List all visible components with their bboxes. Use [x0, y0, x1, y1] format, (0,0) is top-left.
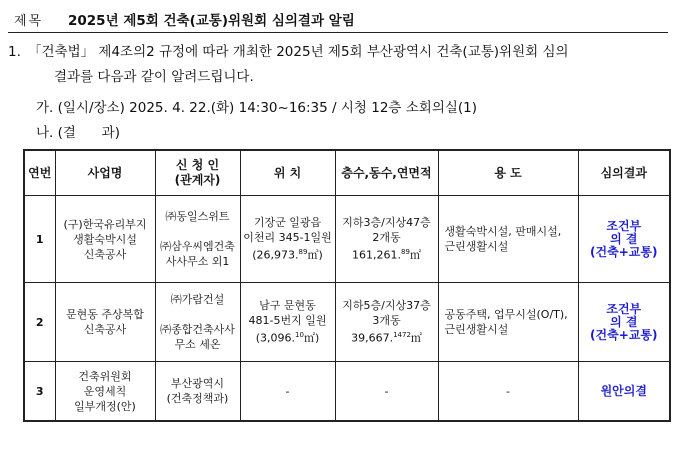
row-floors: - [335, 362, 438, 422]
row-result: 조건부 의 결 (건축+교통) [578, 283, 670, 362]
table-row [24, 196, 670, 283]
row-location: 남구 문현동 481-5번지 일원 (3,096.10㎡) [240, 283, 335, 362]
header-no: 연번 [24, 150, 55, 196]
header-project: 사업명 [55, 150, 155, 196]
row-no: 2 [24, 283, 55, 362]
row-use: 공동주택, 업무시설(O/T), 근린생활시설 [438, 283, 578, 362]
row-location: - [240, 362, 335, 422]
intro-line-2: 결과를 다음과 같이 알려드립니다. [54, 69, 254, 85]
header-floors: 층수,동수,연면적 [335, 150, 438, 196]
row-floors: 지하5층/지상37층 3개동 39,667.$^{1472}$㎡ [335, 283, 438, 362]
row-applicant: ㈜가람건설 ㈜종합건축사사 무소 세온 [155, 283, 240, 362]
row-applicant: 부산광역시 (건축정책과) [155, 362, 240, 422]
result-heading: 나. (결 과) [36, 125, 120, 141]
header-applicant: 신 청 인 (관계자) [155, 150, 240, 196]
header-result: 심의결과 [578, 150, 670, 196]
table-row [24, 283, 670, 362]
row-project: 문현동 주상복합 신축공사 [55, 283, 155, 362]
intro-number: 1. [8, 44, 21, 60]
meeting-info: 가. (일시/장소) 2025. 4. 22.(화) 14:30~16:35 / 시청 12층 소회의실(1) [36, 100, 478, 116]
table-row [24, 362, 670, 422]
row-applicant: ㈜동일스위트 ㈜삼우씨엠건축 사사무소 외1 [155, 196, 240, 283]
row-location: 기장군 일광읍 이천리 345-1일원 (26,973.89㎡) [240, 196, 335, 283]
header-location: 위 치 [240, 150, 335, 196]
intro-line-1: 「건축법」 제4조의2 규정에 따라 개최한 2025년 제5회 부산광역시 건축(교통)위원회 심의 [28, 44, 569, 60]
row-no: 1 [24, 196, 55, 283]
results-table [23, 149, 671, 422]
row-result: 조건부 의 결 (건축+교통) [578, 196, 670, 283]
row-result: 원안의결 [578, 362, 670, 422]
document-title: 2025년 제5회 건축(교통)위원회 심의결과 알림 [68, 13, 355, 29]
row-floors: 지하3층/지상47층 2개동 161,261.89㎡ [335, 196, 438, 283]
row-use: - [438, 362, 578, 422]
document-title-row [8, 6, 668, 33]
title-label: 제목 [14, 14, 44, 29]
row-no: 3 [24, 362, 55, 422]
header-use: 용 도 [438, 150, 578, 196]
row-project: (구)한국유리부지 생활숙박시설 신축공사 [55, 196, 155, 283]
row-use: 생활숙박시설, 판매시설, 근린생활시설 [438, 196, 578, 283]
row-project: 건축위원회 운영세칙 일부개정(안) [55, 362, 155, 422]
